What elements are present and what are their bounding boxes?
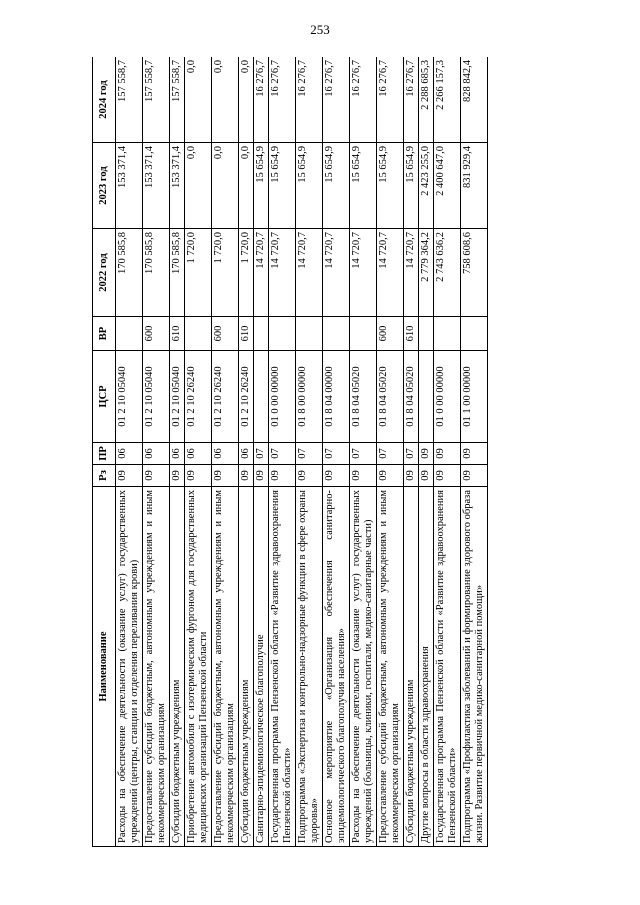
cell-pr: 06 bbox=[116, 443, 143, 465]
cell-vr: 600 bbox=[143, 317, 170, 351]
cell-pr: 06 bbox=[212, 443, 239, 465]
cell-name: Основное мероприятие «Организация обеспечения санитарно-эпидемиологического благополучия населения» bbox=[323, 487, 350, 847]
cell-vr: 610 bbox=[239, 317, 254, 351]
cell-2024: 0,0 bbox=[212, 57, 239, 143]
cell-2022: 1 720,0 bbox=[212, 229, 239, 317]
cell-2024: 2 266 157,3 bbox=[434, 57, 461, 143]
budget-table bbox=[92, 57, 488, 847]
cell-rz: 09 bbox=[461, 465, 488, 487]
header-rz: Рз bbox=[93, 465, 116, 487]
cell-name: Приобретение автомобиля с изотермическим фургоном для государственных медицинских организаций Пензенской области bbox=[185, 487, 212, 847]
cell-name: Субсидии бюджетным учреждениям bbox=[239, 487, 254, 847]
table-row bbox=[254, 57, 269, 847]
cell-2023: 15 654,9 bbox=[296, 143, 323, 229]
cell-2023: 15 654,9 bbox=[350, 143, 377, 229]
cell-2022: 170 585,8 bbox=[143, 229, 170, 317]
cell-2022: 14 720,7 bbox=[404, 229, 419, 317]
cell-csr: 01 8 00 00000 bbox=[296, 351, 323, 443]
cell-2023: 153 371,4 bbox=[143, 143, 170, 229]
cell-vr: 600 bbox=[212, 317, 239, 351]
cell-2022: 1 720,0 bbox=[239, 229, 254, 317]
cell-csr: 01 8 04 05020 bbox=[404, 351, 419, 443]
cell-2023: 2 400 647,0 bbox=[434, 143, 461, 229]
table-row bbox=[461, 57, 488, 847]
cell-vr bbox=[461, 317, 488, 351]
header-2022: 2022 год bbox=[93, 229, 116, 317]
cell-rz: 09 bbox=[239, 465, 254, 487]
cell-pr: 07 bbox=[377, 443, 404, 465]
cell-2024: 2 288 685,3 bbox=[419, 57, 434, 143]
table-row bbox=[296, 57, 323, 847]
cell-name: Расходы на обеспечение деятельности (оказание услуг) государственных учреждений (центры, станции и отделения переливания крови) bbox=[116, 487, 143, 847]
cell-2023: 153 371,4 bbox=[116, 143, 143, 229]
cell-csr: 01 2 10 26240 bbox=[185, 351, 212, 443]
cell-2022: 14 720,7 bbox=[323, 229, 350, 317]
cell-2023: 2 423 255,0 bbox=[419, 143, 434, 229]
cell-2023: 831 929,4 bbox=[461, 143, 488, 229]
header-pr: ПР bbox=[93, 443, 116, 465]
cell-csr: 01 8 04 05020 bbox=[377, 351, 404, 443]
cell-2024: 16 276,7 bbox=[323, 57, 350, 143]
cell-vr: 600 bbox=[377, 317, 404, 351]
table-row bbox=[269, 57, 296, 847]
page-number: 253 bbox=[310, 22, 330, 37]
cell-2022: 14 720,7 bbox=[296, 229, 323, 317]
cell-vr: 610 bbox=[404, 317, 419, 351]
cell-name: Предоставление субсидий бюджетным, автономным учреждениям и иным некоммерческим организациям bbox=[377, 487, 404, 847]
cell-2022: 1 720,0 bbox=[185, 229, 212, 317]
cell-rz: 09 bbox=[116, 465, 143, 487]
cell-2022: 170 585,8 bbox=[116, 229, 143, 317]
cell-csr bbox=[254, 351, 269, 443]
cell-pr: 06 bbox=[239, 443, 254, 465]
cell-2023: 0,0 bbox=[185, 143, 212, 229]
cell-2024: 16 276,7 bbox=[350, 57, 377, 143]
cell-csr: 01 8 04 05020 bbox=[350, 351, 377, 443]
cell-name: Подпрограмма «Профилактика заболеваний и формирование здорового образа жизни. Развитие первичной медико-санитарной помощи» bbox=[461, 487, 488, 847]
cell-rz: 09 bbox=[254, 465, 269, 487]
cell-name: Предоставление субсидий бюджетным, автономным учреждениям и иным некоммерческим организациям bbox=[143, 487, 170, 847]
cell-rz: 09 bbox=[143, 465, 170, 487]
cell-rz: 09 bbox=[323, 465, 350, 487]
table-row bbox=[404, 57, 419, 847]
cell-2022: 2 779 364,2 bbox=[419, 229, 434, 317]
table-container bbox=[92, 57, 562, 847]
cell-name: Субсидии бюджетным учреждениям bbox=[170, 487, 185, 847]
cell-name: Расходы на обеспечение деятельности (оказание услуг) государственных учреждений (больницы, клиники, госпитали, медико-санитарные части) bbox=[350, 487, 377, 847]
cell-2022: 758 608,6 bbox=[461, 229, 488, 317]
cell-pr: 07 bbox=[296, 443, 323, 465]
cell-vr bbox=[269, 317, 296, 351]
cell-2024: 16 276,7 bbox=[269, 57, 296, 143]
cell-vr bbox=[323, 317, 350, 351]
cell-2024: 16 276,7 bbox=[404, 57, 419, 143]
table-row bbox=[323, 57, 350, 847]
cell-csr: 01 2 10 26240 bbox=[212, 351, 239, 443]
cell-2024: 16 276,7 bbox=[377, 57, 404, 143]
cell-2022: 14 720,7 bbox=[377, 229, 404, 317]
cell-rz: 09 bbox=[170, 465, 185, 487]
cell-pr: 07 bbox=[269, 443, 296, 465]
header-2023: 2023 год bbox=[93, 143, 116, 229]
cell-2024: 0,0 bbox=[185, 57, 212, 143]
cell-2024: 0,0 bbox=[239, 57, 254, 143]
cell-csr: 01 0 00 00000 bbox=[269, 351, 296, 443]
cell-pr: 07 bbox=[350, 443, 377, 465]
table-row bbox=[212, 57, 239, 847]
cell-2024: 16 276,7 bbox=[254, 57, 269, 143]
cell-2022: 2 743 636,2 bbox=[434, 229, 461, 317]
cell-pr: 07 bbox=[323, 443, 350, 465]
cell-csr: 01 1 00 00000 bbox=[461, 351, 488, 443]
cell-pr: 07 bbox=[254, 443, 269, 465]
cell-2023: 0,0 bbox=[239, 143, 254, 229]
cell-vr bbox=[419, 317, 434, 351]
cell-2024: 16 276,7 bbox=[296, 57, 323, 143]
table-row bbox=[419, 57, 434, 847]
header-vr: ВР bbox=[93, 317, 116, 351]
header-2024: 2024 год bbox=[93, 57, 116, 143]
cell-name: Субсидии бюджетным учреждениям bbox=[404, 487, 419, 847]
cell-name: Санитарно-эпидемиологическое благополучие bbox=[254, 487, 269, 847]
cell-pr: 09 bbox=[434, 443, 461, 465]
cell-vr bbox=[350, 317, 377, 351]
cell-rz: 09 bbox=[269, 465, 296, 487]
cell-name: Государственная программа Пензенской области «Развитие здравоохранения Пензенской области» bbox=[269, 487, 296, 847]
header-name: Наименование bbox=[93, 487, 116, 847]
cell-2023: 15 654,9 bbox=[269, 143, 296, 229]
cell-csr bbox=[419, 351, 434, 443]
cell-2023: 15 654,9 bbox=[254, 143, 269, 229]
table-row bbox=[377, 57, 404, 847]
cell-csr: 01 2 10 26240 bbox=[239, 351, 254, 443]
cell-pr: 06 bbox=[185, 443, 212, 465]
cell-rz: 09 bbox=[404, 465, 419, 487]
cell-vr bbox=[434, 317, 461, 351]
cell-rz: 09 bbox=[434, 465, 461, 487]
table-row bbox=[143, 57, 170, 847]
cell-name: Предоставление субсидий бюджетным, автономным учреждениям и иным некоммерческим организациям bbox=[212, 487, 239, 847]
cell-2023: 0,0 bbox=[212, 143, 239, 229]
cell-name: Подпрограмма «Экспертиза и контрольно-надзорные функции в сфере охраны здоровья» bbox=[296, 487, 323, 847]
cell-csr: 01 2 10 05040 bbox=[143, 351, 170, 443]
cell-2023: 15 654,9 bbox=[323, 143, 350, 229]
cell-2024: 157 558,7 bbox=[143, 57, 170, 143]
cell-name: Другие вопросы в области здравоохранения bbox=[419, 487, 434, 847]
cell-2022: 14 720,7 bbox=[269, 229, 296, 317]
cell-2023: 153 371,4 bbox=[170, 143, 185, 229]
header-csr: ЦСР bbox=[93, 351, 116, 443]
cell-vr bbox=[185, 317, 212, 351]
cell-csr: 01 2 10 05040 bbox=[170, 351, 185, 443]
cell-vr bbox=[296, 317, 323, 351]
cell-2024: 157 558,7 bbox=[116, 57, 143, 143]
cell-2024: 828 842,4 bbox=[461, 57, 488, 143]
cell-rz: 09 bbox=[419, 465, 434, 487]
cell-csr: 01 8 04 00000 bbox=[323, 351, 350, 443]
rotated-table-frame bbox=[92, 57, 562, 847]
cell-2022: 14 720,7 bbox=[254, 229, 269, 317]
cell-pr: 09 bbox=[461, 443, 488, 465]
table-row bbox=[116, 57, 143, 847]
cell-vr bbox=[254, 317, 269, 351]
cell-pr: 07 bbox=[404, 443, 419, 465]
cell-2023: 15 654,9 bbox=[404, 143, 419, 229]
cell-vr: 610 bbox=[170, 317, 185, 351]
cell-2023: 15 654,9 bbox=[377, 143, 404, 229]
table-header-row bbox=[93, 57, 116, 847]
cell-csr: 01 2 10 05040 bbox=[116, 351, 143, 443]
cell-pr: 09 bbox=[419, 443, 434, 465]
cell-pr: 06 bbox=[170, 443, 185, 465]
cell-pr: 06 bbox=[143, 443, 170, 465]
table-row bbox=[185, 57, 212, 847]
table-row bbox=[170, 57, 185, 847]
table-row bbox=[350, 57, 377, 847]
cell-2024: 157 558,7 bbox=[170, 57, 185, 143]
cell-rz: 09 bbox=[296, 465, 323, 487]
cell-csr: 01 0 00 00000 bbox=[434, 351, 461, 443]
table-row bbox=[239, 57, 254, 847]
cell-vr bbox=[116, 317, 143, 351]
cell-rz: 09 bbox=[185, 465, 212, 487]
table-row bbox=[434, 57, 461, 847]
cell-name: Государственная программа Пензенской области «Развитие здравоохранения Пензенской области» bbox=[434, 487, 461, 847]
cell-2022: 170 585,8 bbox=[170, 229, 185, 317]
cell-rz: 09 bbox=[212, 465, 239, 487]
cell-rz: 09 bbox=[350, 465, 377, 487]
cell-rz: 09 bbox=[377, 465, 404, 487]
cell-2022: 14 720,7 bbox=[350, 229, 377, 317]
